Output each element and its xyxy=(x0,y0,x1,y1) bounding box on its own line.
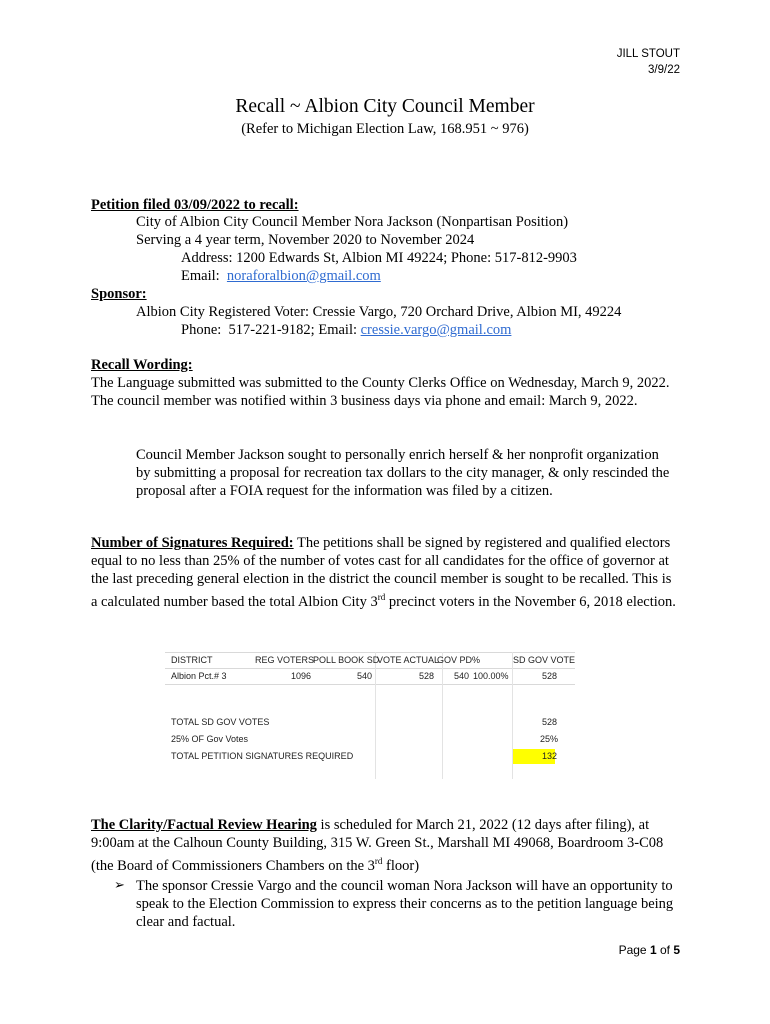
grid-line xyxy=(375,652,376,779)
page-number xyxy=(619,943,680,957)
sponsor-contact-line xyxy=(181,321,511,339)
col-header-sd-gov-vote: SD GOV VOTE xyxy=(513,655,576,665)
signature-calculation-table xyxy=(165,652,575,779)
signatures-body-a: The petitions shall be signed by registered and qualified electors equal to no less than 25% of the number of votes cast for all candidates for the office of governor at the last preceding general election in the district the council member is sought to be recalled. This is a calculated number based the total Albion City 3 xyxy=(91,535,672,610)
wording-quote: Council Member Jackson sought to personally enrich herself & her nonprofit organization by submitting a proposal for recreation tax dollars to the city manager, & only rescinded the proposal after a FOIA request for the information was filed by a citizen. xyxy=(136,447,670,499)
sponsor-heading: Sponsor: xyxy=(91,286,147,302)
wording-body: The Language submitted was submitted to the County Clerks Office on Wednesday, March 9, 2022. The council member was notified within 3 business days via phone and email: March 9, 2022. xyxy=(91,375,670,409)
col-header-poll-book: POLL BOOK SD xyxy=(313,655,380,665)
col-header-vote-actual: VOTE ACTUAL xyxy=(377,655,440,665)
hearing-paragraph xyxy=(91,816,681,875)
col-header-percent: % xyxy=(472,655,481,665)
petition-address: Address: 1200 Edwards St, Albion MI 49224; Phone: 517-812-9903 xyxy=(181,250,577,266)
signatures-sup: rd xyxy=(377,592,386,602)
hearing-sup: rd xyxy=(374,856,383,866)
hearing-heading: The Clarity/Factual Review Hearing xyxy=(91,817,317,833)
cell-poll-book: 540 xyxy=(357,671,373,681)
hearing-body-b: floor) xyxy=(382,857,420,874)
signatures-paragraph xyxy=(91,534,681,611)
signatures-required-label: TOTAL PETITION SIGNATURES REQUIRED xyxy=(171,751,354,761)
cell-vote-actual: 528 xyxy=(419,671,435,681)
petition-email-link[interactable]: noraforalbion@gmail.com xyxy=(226,268,381,284)
page-of: of xyxy=(656,943,674,957)
signatures-heading: Number of Signatures Required: xyxy=(91,535,294,551)
col-header-reg-voters: REG VOTERS xyxy=(255,655,315,665)
petition-term: Serving a 4 year term, November 2020 to November 2024 xyxy=(136,232,475,248)
grid-line xyxy=(512,652,513,779)
sponsor-voter: Albion City Registered Voter: Cressie Vargo, 720 Orchard Drive, Albion MI, 49224 xyxy=(136,304,622,320)
total-sd-gov-votes-value: 528 xyxy=(542,717,558,727)
petition-council-member: City of Albion City Council Member Nora Jackson (Nonpartisan Position) xyxy=(136,214,569,230)
page-subtitle: (Refer to Michigan Election Law, 168.951 ~ 976) xyxy=(241,121,529,137)
cell-reg-voters: 1096 xyxy=(291,671,312,681)
signatures-body-b: precinct voters in the November 6, 2018 election. xyxy=(385,593,676,610)
page-title: Recall ~ Albion City Council Member xyxy=(235,96,535,117)
arrow-bullet-icon: ➢ xyxy=(114,877,125,892)
total-sd-gov-votes-label: TOTAL SD GOV VOTES xyxy=(171,717,270,727)
grid-line xyxy=(165,668,575,669)
petition-heading: Petition filed 03/09/2022 to recall: xyxy=(91,197,299,213)
grid-line xyxy=(165,652,575,653)
header-author: JILL STOUT xyxy=(616,48,680,60)
cell-gov-pd: 540 xyxy=(454,671,470,681)
cell-district: Albion Pct.# 3 xyxy=(171,671,227,681)
pct-gov-votes-value: 25% xyxy=(540,734,559,744)
pct-gov-votes-label: 25% OF Gov Votes xyxy=(171,734,249,744)
col-header-district: DISTRICT xyxy=(171,655,213,665)
hearing-bullet-text: The sponsor Cressie Vargo and the council woman Nora Jackson will have an opportunity to speak to the Election Commission to express their concerns as to the petition language being clear and factual. xyxy=(136,878,674,930)
grid-line xyxy=(442,652,443,779)
signatures-required-value: 132 xyxy=(542,751,558,761)
header-date: 3/9/22 xyxy=(648,64,680,76)
cell-percent: 100.00% xyxy=(473,671,509,681)
sponsor-phone: Phone: 517-221-9182; Email: xyxy=(181,322,361,338)
wording-heading: Recall Wording: xyxy=(91,357,193,373)
grid-line xyxy=(165,684,575,685)
sponsor-email-link[interactable]: cressie.vargo@gmail.com xyxy=(360,322,512,338)
page-total: 5 xyxy=(673,943,680,957)
page-current: 1 xyxy=(649,943,657,957)
petition-email-label: Email: xyxy=(181,268,227,284)
cell-sd-gov-vote: 528 xyxy=(542,671,558,681)
hearing-body-a: is scheduled for March 21, 2022 (12 days after filing), at 9:00am at the Calhoun County Building, 315 W. Green St., Marshall MI 49068, Boardroom 3-C08 (the Board of Commissioners Chambers on the 3 xyxy=(91,817,664,874)
petition-email-line xyxy=(181,267,381,285)
page-prefix: Page xyxy=(618,943,650,957)
col-header-gov-pd: GOV PD xyxy=(437,655,473,665)
